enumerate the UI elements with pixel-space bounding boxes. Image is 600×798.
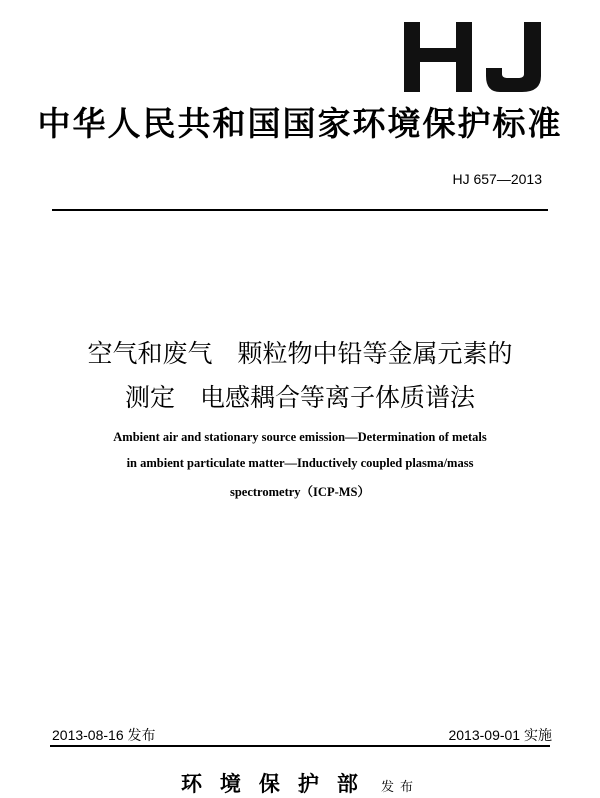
hj-logo: [400, 18, 550, 96]
title-cn-line-2: 测定 电感耦合等离子体质谱法: [124, 383, 475, 412]
top-divider: [52, 209, 548, 211]
title-en-line-2: in ambient particulate matter—Inductively coupled plasma/mass: [126, 456, 474, 470]
standard-number: HJ 657—2013: [452, 171, 542, 187]
publisher-line: [0, 768, 600, 798]
title-cn-line-1: 空气和废气 颗粒物中铅等金属元素的: [87, 339, 513, 368]
title-en-line-1: Ambient air and stationary source emission—Determination of metals: [113, 430, 487, 444]
publisher-name: 环境保护部: [180, 771, 376, 796]
bottom-divider: [50, 745, 550, 747]
title-en-line-3: spectrometry（ICP-MS）: [229, 485, 370, 499]
release-date: 2013-08-16 发布: [52, 727, 156, 743]
issuer-title: 中华人民共和国国家环境保护标准: [37, 104, 563, 143]
hj-logo-mark: [400, 18, 550, 96]
publisher-suffix: 发布: [381, 780, 420, 795]
effective-date: 2013-09-01 实施: [448, 727, 552, 743]
